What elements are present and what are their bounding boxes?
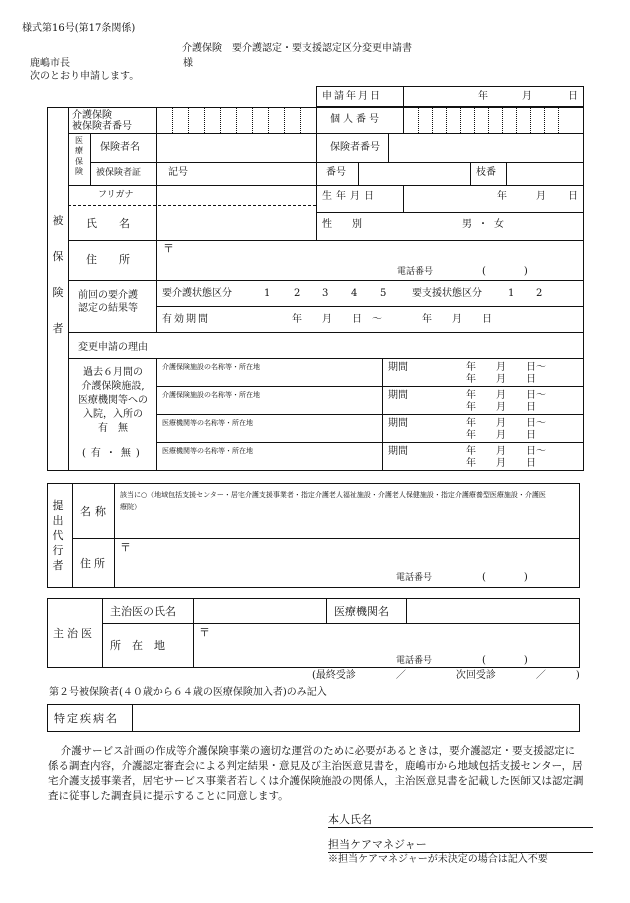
agent-name-field[interactable] — [115, 515, 579, 537]
birth-year: 年 — [497, 191, 507, 202]
disease-note: 第２号被保険者(４０歳から６４歳の医療保険加入者)のみ記入 — [49, 687, 327, 698]
agent-phone-field[interactable]: ( ) — [482, 572, 534, 583]
number-label: 番号 — [326, 167, 346, 178]
care-level-1[interactable]: 1 — [264, 288, 271, 299]
change-reason-label: 変更申請の理由 — [78, 342, 148, 353]
branch-field[interactable] — [507, 163, 583, 184]
insured-phone-label: 電話番号 — [397, 267, 434, 277]
name-field[interactable] — [157, 206, 316, 239]
institution-label: 医療機関名 — [334, 605, 389, 618]
addressee: 鹿嶋市長 — [30, 58, 70, 69]
application-date-label: 申請年月日 — [322, 91, 382, 102]
birth-date-field[interactable] — [404, 186, 583, 211]
application-date-field[interactable] — [404, 87, 583, 106]
doctor-name-field[interactable] — [194, 599, 325, 622]
doctor-phone-field[interactable]: ( ) — [482, 655, 534, 666]
address-label: 住 所 — [86, 253, 130, 266]
symbol-field[interactable] — [196, 163, 315, 184]
history-label: 過去６月間の 介護保険施設, 医療機関等への 入院，入所の 有 無 — [78, 367, 148, 434]
doctor-address-label: 所 在 地 — [110, 639, 165, 652]
birth-day: 日 — [568, 191, 578, 202]
consent-text: 介護サービス計画の作成等介護保険事業の適切な運営のために必要があるときは，要介護認定・要支援認定に係る調査内容，介護認定審査会による判定結果・意見及び主治医意見書を，鹿嶋市から地域包括支援センター，居宅介護支援事業者，居宅サービス事業者若しくは介護保険施設の関係人，主治医意見書を記載した医師又は認定調査に従事した調査員に提示することに同意します。 — [48, 745, 584, 802]
care-manager-note: ※担当ケアマネジャーが未決定の場合は記入不要 — [328, 854, 548, 865]
insurer-name-field[interactable] — [157, 134, 316, 161]
birth-month: 月 — [536, 191, 546, 202]
insured-side-label: 被 保 険 者 — [52, 214, 64, 335]
facility-row[interactable]: 医療機関等の名称等・所在地 期間 年 月 日～ 年 月 日 — [162, 418, 546, 441]
doctor-postal-mark: 〒 — [199, 626, 210, 639]
sex-options[interactable]: 男・女 — [462, 219, 510, 230]
support-level-1[interactable]: 1 — [508, 288, 515, 299]
agent-phone-label: 電話番号 — [396, 573, 433, 583]
agent-name-label: 名称 — [80, 505, 110, 518]
insured-number-label-1: 介護保険 — [72, 110, 112, 121]
care-level-label: 要介護状態区分 — [162, 288, 232, 299]
birth-date-label: 生年月日 — [322, 191, 378, 202]
disease-field[interactable] — [133, 705, 579, 731]
intro-text: 次のとおり申請します。 — [30, 71, 140, 82]
branch-label: 枝番 — [476, 167, 496, 178]
signature-field[interactable] — [384, 810, 592, 826]
form-number: 様式第16号(第17条関係) — [22, 23, 136, 34]
support-level-2[interactable]: 2 — [536, 288, 543, 299]
care-level-4[interactable]: 4 — [351, 288, 358, 299]
card-label: 被保険者証 — [96, 168, 142, 178]
agent-name-note: 該当に○（地域包括支援センター・居宅介護支援事業者・指定介護老人福祉施設・介護老人保健施設・指定介護療養型医療施設・介護医療院） — [120, 491, 546, 511]
institution-field[interactable] — [407, 599, 579, 622]
sex-label: 性 別 — [322, 219, 362, 230]
insured-number-label-2: 被保険者番号 — [72, 121, 132, 132]
doctor-name-label: 主治医の氏名 — [110, 605, 176, 618]
insured-phone-field[interactable]: ( ) — [482, 266, 534, 277]
app-month: 月 — [522, 91, 532, 102]
insurer-number-label: 保険者番号 — [330, 142, 380, 153]
care-level-2[interactable]: 2 — [294, 288, 301, 299]
symbol-label: 記号 — [168, 167, 188, 178]
signature-label: 本人氏名 — [328, 813, 372, 826]
insurer-number-field[interactable] — [389, 134, 583, 161]
personal-number-label: 個人番号 — [330, 114, 382, 125]
doctor-address-field[interactable] — [194, 624, 579, 654]
agent-side-label: 提 出 代 行 者 — [52, 499, 64, 572]
medical-side-label: 医 療 保 険 — [75, 136, 83, 177]
card-number-field[interactable] — [359, 163, 469, 184]
app-year: 年 — [478, 91, 488, 102]
facility-row[interactable]: 医療機関等の名称等・所在地 期間 年 月 日～ 年 月 日 — [162, 446, 546, 469]
agent-address-field[interactable] — [115, 539, 579, 571]
support-level-label: 要支援状態区分 — [412, 288, 482, 299]
form-title: 介護保険 要介護認定・要支援認定区分変更申請書 — [182, 43, 412, 54]
care-manager-label: 担当ケアマネジャー — [328, 838, 427, 851]
previous-result-label-2: 認定の結果等 — [78, 303, 138, 314]
doctor-visits[interactable]: (最終受診 ／ 次回受診 ／ ) — [312, 670, 580, 681]
name-label: 氏 名 — [86, 217, 130, 230]
personal-number-field[interactable] — [404, 108, 583, 132]
change-reason-field[interactable] — [158, 334, 583, 356]
app-day: 日 — [568, 91, 578, 102]
insurer-name-label: 保険者名 — [100, 142, 140, 153]
honorific: 様 — [183, 58, 193, 69]
agent-postal-mark: 〒 — [120, 541, 131, 554]
history-choice[interactable]: (有・無) — [82, 448, 145, 459]
doctor-side-label: 主治医 — [53, 627, 95, 640]
disease-label: 特定疾病名 — [54, 712, 119, 725]
furigana-label: フリガナ — [98, 190, 134, 200]
care-level-3[interactable]: 3 — [322, 288, 329, 299]
furigana-field[interactable] — [157, 186, 316, 204]
care-level-5[interactable]: 5 — [380, 288, 387, 299]
facility-row[interactable]: 介護保険施設の名称等・所在地 期間 年 月 日～ 年 月 日 — [162, 390, 546, 413]
insured-postal-mark: 〒 — [163, 242, 174, 255]
facility-row[interactable]: 介護保険施設の名称等・所在地 期間 年 月 日～ 年 月 日 — [162, 362, 546, 385]
previous-result-label-1: 前回の要介護 — [78, 290, 138, 301]
care-manager-field[interactable] — [436, 835, 592, 851]
agent-address-label: 住所 — [80, 557, 108, 570]
doctor-phone-label: 電話番号 — [396, 656, 433, 666]
valid-period-field[interactable]: 年 月 日 ～ 年 月 日 — [292, 314, 492, 325]
valid-period-label: 有効期間 — [162, 314, 210, 325]
